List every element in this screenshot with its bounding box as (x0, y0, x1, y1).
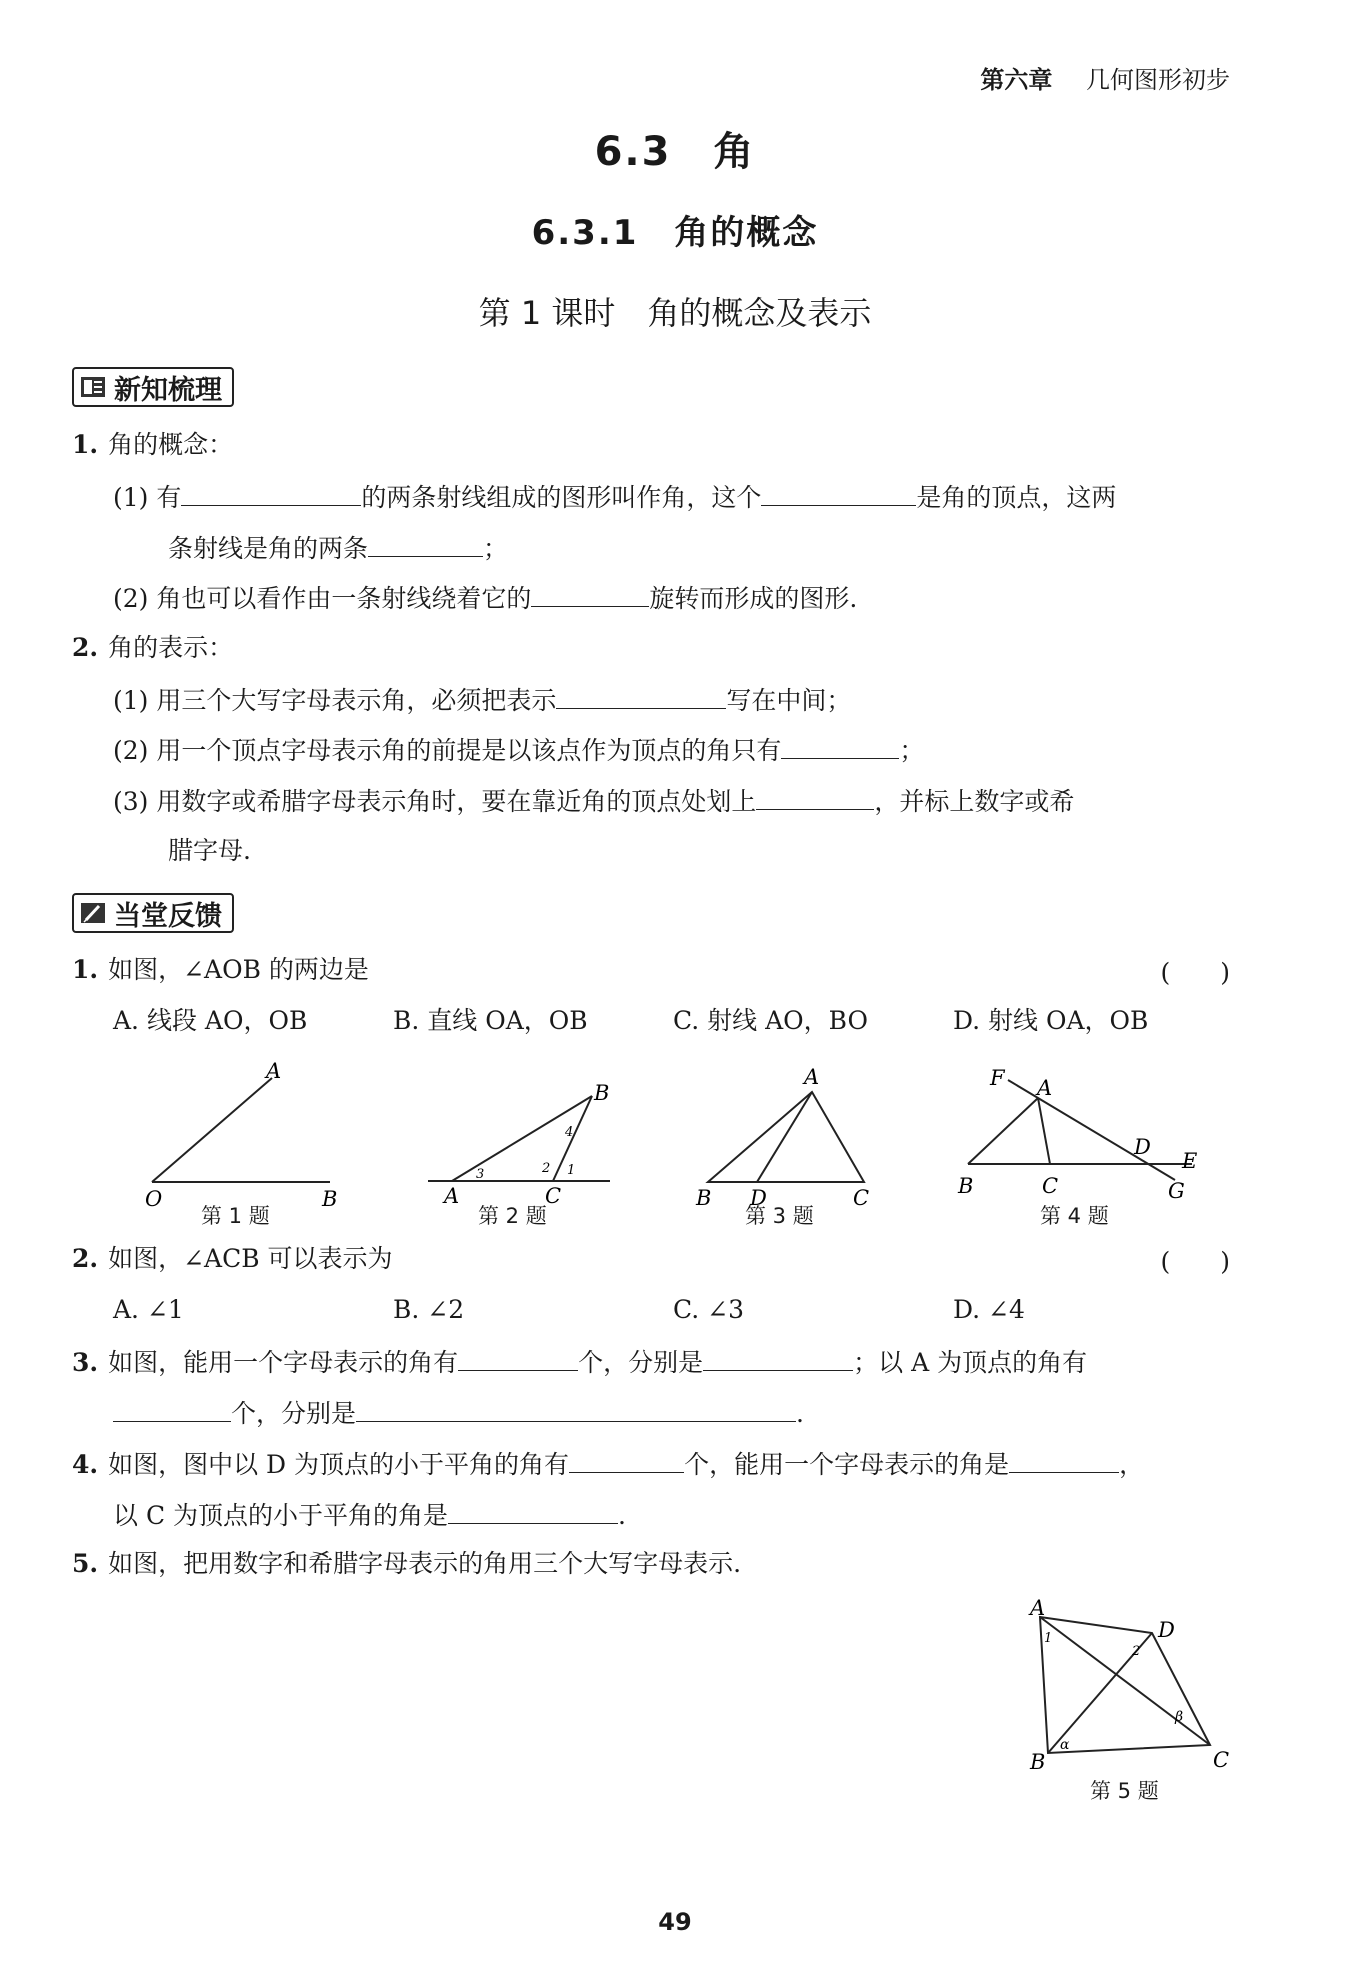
fig5-label-beta: β (1175, 1709, 1184, 1725)
figure-caption-2: 第 2 题 (478, 1204, 547, 1228)
fig3-label-d: D (750, 1186, 767, 1210)
choice-b[interactable]: B. 直线 OA，OB (393, 1006, 588, 1035)
answer-paren[interactable]: ( ) (1160, 1247, 1230, 1276)
review-q2 (72, 631, 233, 665)
fig2-label-c: C (545, 1184, 562, 1208)
text: ； (483, 534, 509, 563)
feedback-q4-cont (113, 1497, 626, 1533)
choice-d[interactable]: D. 射线 OA，OB (953, 1006, 1149, 1035)
figure-caption-5: 第 5 题 (1090, 1779, 1159, 1803)
answer-blank[interactable] (181, 479, 361, 506)
text: ， (1119, 1450, 1145, 1479)
section-tag-review (72, 367, 234, 407)
feedback-q3 (72, 1344, 1087, 1380)
figure-3 (708, 1092, 864, 1182)
feedback-q1 (72, 953, 369, 987)
fig5-label-alpha: α (1060, 1737, 1070, 1753)
fig4-label-e: E (1182, 1149, 1198, 1173)
fig1-label-o: O (145, 1187, 163, 1211)
choice-d[interactable]: D. ∠4 (953, 1295, 1025, 1324)
choices-q2 (113, 1293, 1243, 1327)
section-tag-label: 新知梳理 (114, 374, 222, 406)
text: (1) 用三个大写字母表示角，必须把表示 (113, 686, 557, 715)
question-number: 2. (72, 633, 99, 662)
review-q2-2 (113, 732, 924, 768)
text: ；以 A 为顶点的角有 (853, 1348, 1088, 1377)
fig4-label-g: G (1168, 1179, 1185, 1203)
figure-caption-1: 第 1 题 (201, 1204, 270, 1228)
pencil-icon (80, 901, 106, 925)
text: 如图，能用一个字母表示的角有 (108, 1348, 459, 1377)
fig4-label-b: B (958, 1174, 974, 1198)
fig5-label-b: B (1030, 1750, 1046, 1774)
fig5-label-c: C (1213, 1748, 1230, 1772)
fig5-label-d: D (1158, 1618, 1175, 1642)
answer-blank[interactable] (368, 530, 483, 557)
text: . (796, 1399, 804, 1428)
fig5-label-a: A (1030, 1596, 1046, 1620)
figure-1 (152, 1078, 330, 1182)
page-number: 49 (658, 1908, 692, 1936)
answer-blank[interactable] (569, 1446, 684, 1473)
choices-q1 (113, 1004, 1243, 1038)
question-number: 2. (72, 1244, 99, 1273)
text: 是角的顶点，这两 (916, 483, 1117, 512)
figure-5 (1020, 1595, 1260, 1785)
question-text: 角的表示： (108, 633, 234, 662)
answer-blank[interactable] (458, 1344, 578, 1371)
chapter-title: 几何图形初步 (1086, 66, 1230, 94)
fig1-label-a: A (266, 1059, 282, 1083)
subsection-title: 6.3.1 角的概念 (531, 213, 819, 253)
fig3-label-b: B (696, 1186, 712, 1210)
choice-c[interactable]: C. ∠3 (673, 1295, 744, 1324)
choice-a[interactable]: A. 线段 AO，OB (113, 1006, 308, 1035)
feedback-q4 (72, 1446, 1144, 1482)
choice-a[interactable]: A. ∠1 (113, 1295, 184, 1324)
question-text: 角的概念： (108, 430, 234, 459)
fig4-label-d: D (1134, 1135, 1151, 1159)
figure-4 (968, 1080, 1192, 1180)
fig5-label-2: 2 (1132, 1644, 1141, 1659)
text: ； (899, 736, 925, 765)
question-number: 3. (72, 1348, 99, 1377)
review-q2-1 (113, 682, 851, 718)
text: (3) 用数字或希腊字母表示角时，要在靠近角的顶点处划上 (113, 787, 757, 816)
feedback-q5 (72, 1547, 741, 1581)
text: . (618, 1501, 626, 1530)
fig4-label-a: A (1037, 1076, 1053, 1100)
feedback-q3-cont (113, 1395, 804, 1431)
review-q1-1 (113, 479, 1116, 515)
question-text: 如图，把用数字和希腊字母表示的角用三个大写字母表示. (108, 1549, 742, 1578)
feedback-q2 (72, 1242, 393, 1276)
section-tag-label: 当堂反馈 (114, 900, 222, 932)
question-number: 4. (72, 1450, 99, 1479)
answer-blank[interactable] (113, 1395, 231, 1422)
fig3-label-a: A (804, 1065, 820, 1089)
review-q2-3 (113, 783, 1074, 819)
answer-blank[interactable] (761, 479, 916, 506)
question-number: 5. (72, 1549, 99, 1578)
choice-b[interactable]: B. ∠2 (393, 1295, 465, 1324)
question-text: 如图，∠ACB 可以表示为 (108, 1244, 393, 1273)
figure-caption-3: 第 3 题 (745, 1204, 814, 1228)
answer-blank[interactable] (756, 783, 874, 810)
answer-blank[interactable] (781, 732, 899, 759)
fig4-label-c: C (1042, 1174, 1059, 1198)
fig2-label-3: 3 (476, 1167, 485, 1182)
review-q1-1-cont (168, 530, 508, 566)
review-q1-2 (113, 580, 857, 616)
fig1-label-b: B (322, 1187, 338, 1211)
figures-row (0, 1050, 1350, 1220)
running-header (980, 60, 1230, 95)
section-title: 6.3 角 (594, 129, 756, 175)
text: (1) 有 (113, 483, 182, 512)
text: 的两条射线组成的图形叫作角，这个 (361, 483, 762, 512)
text: 如图，图中以 D 为顶点的小于平角的角有 (108, 1450, 570, 1479)
question-number: 1. (72, 955, 99, 984)
fig4-label-f: F (990, 1066, 1005, 1090)
book-icon (80, 375, 106, 399)
text: (2) 角也可以看作由一条射线绕着它的 (113, 584, 532, 613)
answer-blank[interactable] (703, 1344, 853, 1371)
text: 个，分别是 (231, 1399, 357, 1428)
text: 以 C 为顶点的小于平角的角是 (113, 1501, 449, 1530)
fig2-label-1: 1 (567, 1163, 576, 1178)
review-q2-3-cont: 腊字母. (168, 836, 251, 865)
text: (2) 用一个顶点字母表示角的前提是以该点作为顶点的角只有 (113, 736, 782, 765)
text: 旋转而形成的图形. (649, 584, 858, 613)
text: 个，分别是 (578, 1348, 704, 1377)
text: 条射线是角的两条 (168, 534, 369, 563)
answer-blank[interactable] (1009, 1446, 1119, 1473)
figure-caption-4: 第 4 题 (1040, 1204, 1109, 1228)
answer-blank[interactable] (531, 580, 649, 607)
answer-blank[interactable] (356, 1395, 796, 1422)
choice-c[interactable]: C. 射线 AO，BO (673, 1006, 868, 1035)
text: 个，能用一个字母表示的角是 (684, 1450, 1010, 1479)
question-number: 1. (72, 430, 99, 459)
answer-blank[interactable] (448, 1497, 618, 1524)
section-tag-feedback (72, 893, 234, 933)
text: 写在中间； (726, 686, 852, 715)
fig2-label-2: 2 (542, 1161, 551, 1176)
lesson-title: 第 1 课时 角的概念及表示 (478, 294, 872, 332)
review-q1 (72, 428, 233, 462)
chapter-label: 第六章 (980, 66, 1053, 94)
answer-blank[interactable] (556, 682, 726, 709)
answer-paren[interactable]: ( ) (1160, 958, 1230, 987)
fig3-label-c: C (853, 1186, 870, 1210)
question-text: 如图，∠AOB 的两边是 (108, 955, 369, 984)
fig5-label-1: 1 (1044, 1631, 1053, 1646)
fig2-label-4: 4 (565, 1125, 574, 1140)
fig2-label-b: B (594, 1081, 610, 1105)
figure-2 (428, 1096, 610, 1181)
text: ，并标上数字或希 (874, 787, 1075, 816)
fig2-label-a: A (444, 1184, 460, 1208)
